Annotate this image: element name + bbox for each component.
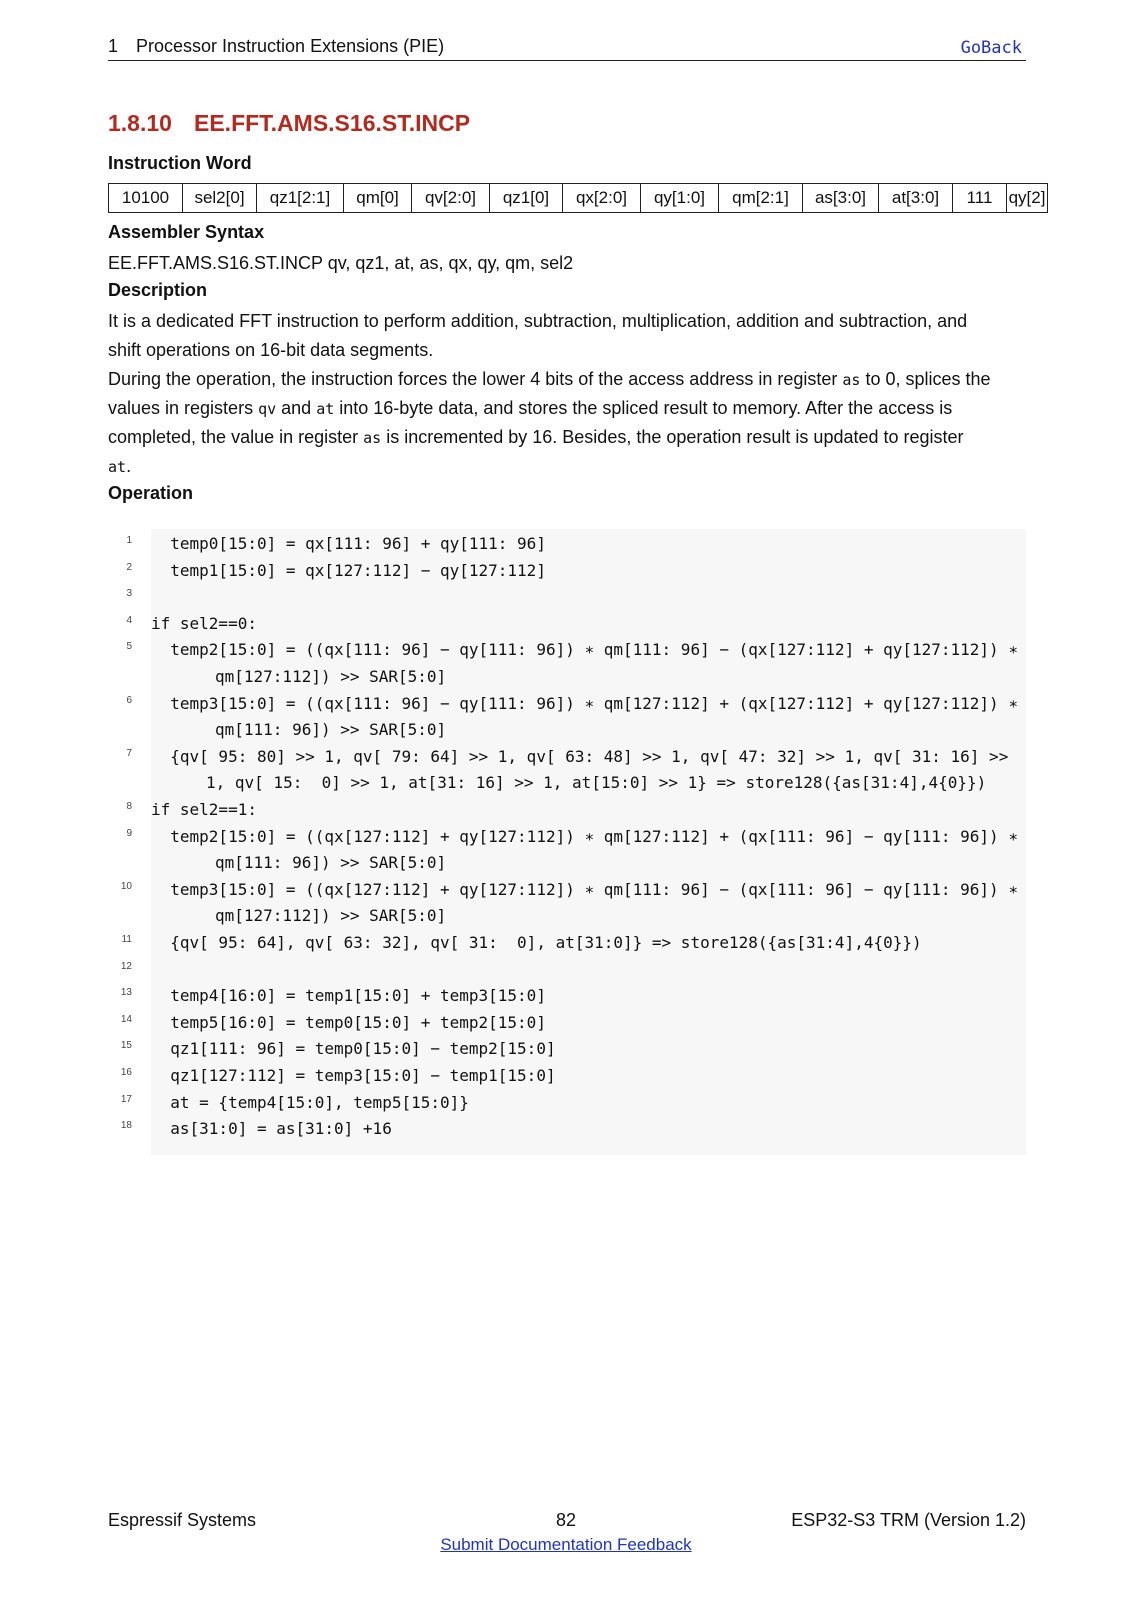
assembler-syntax-heading: Assembler Syntax bbox=[108, 222, 265, 242]
code-line-number: 9 bbox=[126, 827, 132, 839]
instruction-field: qm[0] bbox=[344, 184, 412, 213]
instruction-field: 111 bbox=[953, 184, 1007, 213]
goback-link[interactable]: GoBack bbox=[960, 38, 1022, 58]
footer-document-title: ESP32-S3 TRM (Version 1.2) bbox=[791, 1510, 1026, 1530]
code-line-number: 6 bbox=[126, 694, 132, 706]
code-line-number: 17 bbox=[120, 1093, 132, 1105]
description-line: It is a dedicated FFT instruction to perform addition, subtraction, multiplication, addition and subtraction, and bbox=[108, 311, 968, 331]
operation-heading: Operation bbox=[108, 483, 194, 503]
register-name: as bbox=[842, 371, 861, 389]
instruction-field: qv[2:0] bbox=[412, 184, 490, 213]
description-text: . bbox=[126, 456, 132, 476]
footer-page-number: 82 bbox=[555, 1510, 577, 1530]
instruction-field: 10100 bbox=[109, 184, 183, 213]
code-line-number: 10 bbox=[120, 880, 132, 892]
code-block bbox=[151, 529, 1026, 1155]
description-heading: Description bbox=[108, 280, 208, 300]
description-text: completed, the value in register bbox=[108, 427, 364, 447]
instruction-field: qy[1:0] bbox=[641, 184, 719, 213]
instruction-field: qz1[0] bbox=[490, 184, 563, 213]
code-line-continuation: qm[127:112]) >> SAR[5:0] bbox=[215, 906, 447, 926]
description-text: During the operation, the instruction forces the lower 4 bits of the access address in register bbox=[108, 369, 843, 389]
description-line: shift operations on 16-bit data segments. bbox=[108, 340, 434, 360]
code-line: temp3[15:0] = ((qx[111: 96] − qy[111: 96]) ∗ qm[127:112] + (qx[127:112] + qy[127:112]) ∗ bbox=[151, 693, 1018, 713]
description-text: is incremented by 16. Besides, the operation result is updated to register bbox=[381, 427, 964, 447]
code-line-continuation: qm[111: 96]) >> SAR[5:0] bbox=[215, 853, 447, 873]
code-line-continuation: qm[111: 96]) >> SAR[5:0] bbox=[215, 720, 447, 740]
code-line: as[31:0] = as[31:0] +16 bbox=[151, 1119, 392, 1139]
code-line-number: 2 bbox=[126, 561, 132, 573]
register-name: at bbox=[108, 458, 127, 476]
code-line: {qv[ 95: 64], qv[ 63: 32], qv[ 31: 0], at[31:0]} => store128({as[31:4],4{0}}) bbox=[151, 933, 922, 952]
code-line: if sel2==0: bbox=[151, 613, 257, 633]
instruction-field: qy[2] bbox=[1007, 184, 1048, 213]
section-heading bbox=[108, 110, 470, 137]
instruction-word-table bbox=[108, 183, 1048, 213]
assembler-syntax-text: EE.FFT.AMS.S16.ST.INCP qv, qz1, at, as, qx, qy, qm, sel2 bbox=[108, 253, 574, 273]
instruction-field: qx[2:0] bbox=[563, 184, 641, 213]
code-line: temp3[15:0] = ((qx[127:112] + qy[127:112]) ∗ qm[111: 96] − (qx[111: 96] − qy[111: 96]) ∗ bbox=[151, 879, 1018, 899]
description-text: into 16-byte data, and stores the spliced result to memory. After the access is bbox=[334, 398, 953, 418]
code-line-continuation: 1, qv[ 15: 0] >> 1, at[31: 16] >> 1, at[15:0] >> 1} => store128({as[31:4],4{0}}) bbox=[206, 773, 987, 793]
code-line bbox=[151, 957, 1026, 983]
code-line-number: 3 bbox=[126, 588, 132, 600]
code-line: qz1[111: 96] = temp0[15:0] − temp2[15:0] bbox=[151, 1039, 556, 1059]
instruction-field: at[3:0] bbox=[879, 184, 953, 213]
code-line: temp1[15:0] = qx[127:112] − qy[127:112] bbox=[151, 560, 546, 580]
code-line-number: 16 bbox=[120, 1067, 132, 1078]
code-line-number: 11 bbox=[121, 934, 132, 945]
instruction-field: sel2[0] bbox=[183, 184, 257, 213]
code-line bbox=[151, 584, 1026, 610]
code-line: temp0[15:0] = qx[111: 96] + qy[111: 96] bbox=[151, 534, 546, 553]
code-line-number: 12 bbox=[120, 960, 132, 972]
description-text: to 0, splices the bbox=[860, 369, 991, 389]
code-line-number: 8 bbox=[126, 801, 132, 812]
description-line bbox=[108, 422, 1028, 453]
instruction-word-heading: Instruction Word bbox=[108, 153, 252, 173]
instruction-field: qz1[2:1] bbox=[257, 184, 344, 213]
register-name: at bbox=[316, 400, 335, 418]
code-line-number: 18 bbox=[120, 1120, 132, 1132]
description-line bbox=[108, 393, 1028, 424]
code-line: temp2[15:0] = ((qx[111: 96] − qy[111: 96]) ∗ qm[111: 96] − (qx[127:112] + qy[127:112]) ∗ bbox=[151, 640, 1018, 660]
description-line bbox=[108, 364, 1028, 395]
code-line-number: 13 bbox=[120, 987, 132, 999]
code-line: temp5[16:0] = temp0[15:0] + temp2[15:0] bbox=[151, 1012, 546, 1032]
description-text: values in registers bbox=[108, 398, 259, 418]
instruction-field: qm[2:1] bbox=[719, 184, 803, 213]
register-name: qv bbox=[258, 400, 277, 418]
section-title: EE.FFT.AMS.S16.ST.INCP bbox=[194, 110, 471, 136]
code-line: temp2[15:0] = ((qx[127:112] + qy[127:112]) ∗ qm[127:112] + (qx[111: 96] − qy[111: 96]) ∗ bbox=[151, 826, 1018, 846]
code-line: qz1[127:112] = temp3[15:0] − temp1[15:0] bbox=[151, 1066, 556, 1085]
chapter-number: 1 bbox=[108, 36, 119, 56]
footer-company: Espressif Systems bbox=[108, 1510, 257, 1530]
code-line-number: 15 bbox=[120, 1040, 132, 1052]
code-line-number: 14 bbox=[120, 1013, 132, 1025]
code-line: if sel2==1: bbox=[151, 800, 257, 819]
code-line-continuation: qm[127:112]) >> SAR[5:0] bbox=[215, 667, 447, 686]
description-text: and bbox=[276, 398, 317, 418]
page-header bbox=[108, 34, 1026, 61]
footer-feedback bbox=[0, 1535, 1132, 1555]
code-line: at = {temp4[15:0], temp5[15:0]} bbox=[151, 1092, 469, 1112]
chapter-title bbox=[108, 36, 444, 57]
register-name: as bbox=[363, 429, 382, 447]
description-line bbox=[108, 451, 1028, 482]
chapter-title-text: Processor Instruction Extensions (PIE) bbox=[136, 36, 445, 56]
code-line: temp4[16:0] = temp1[15:0] + temp3[15:0] bbox=[151, 986, 546, 1006]
code-line: {qv[ 95: 80] >> 1, qv[ 79: 64] >> 1, qv[ 63: 48] >> 1, qv[ 47: 32] >> 1, qv[ 31: 16] >> bbox=[151, 746, 1009, 766]
code-line-number: 5 bbox=[126, 641, 132, 653]
code-line-number: 1 bbox=[126, 535, 132, 546]
code-line-number: 4 bbox=[126, 614, 132, 626]
instruction-field: as[3:0] bbox=[803, 184, 879, 213]
section-number: 1.8.10 bbox=[108, 110, 172, 136]
code-line-number: 7 bbox=[126, 747, 132, 759]
feedback-link[interactable]: Submit Documentation Feedback bbox=[440, 1535, 692, 1554]
